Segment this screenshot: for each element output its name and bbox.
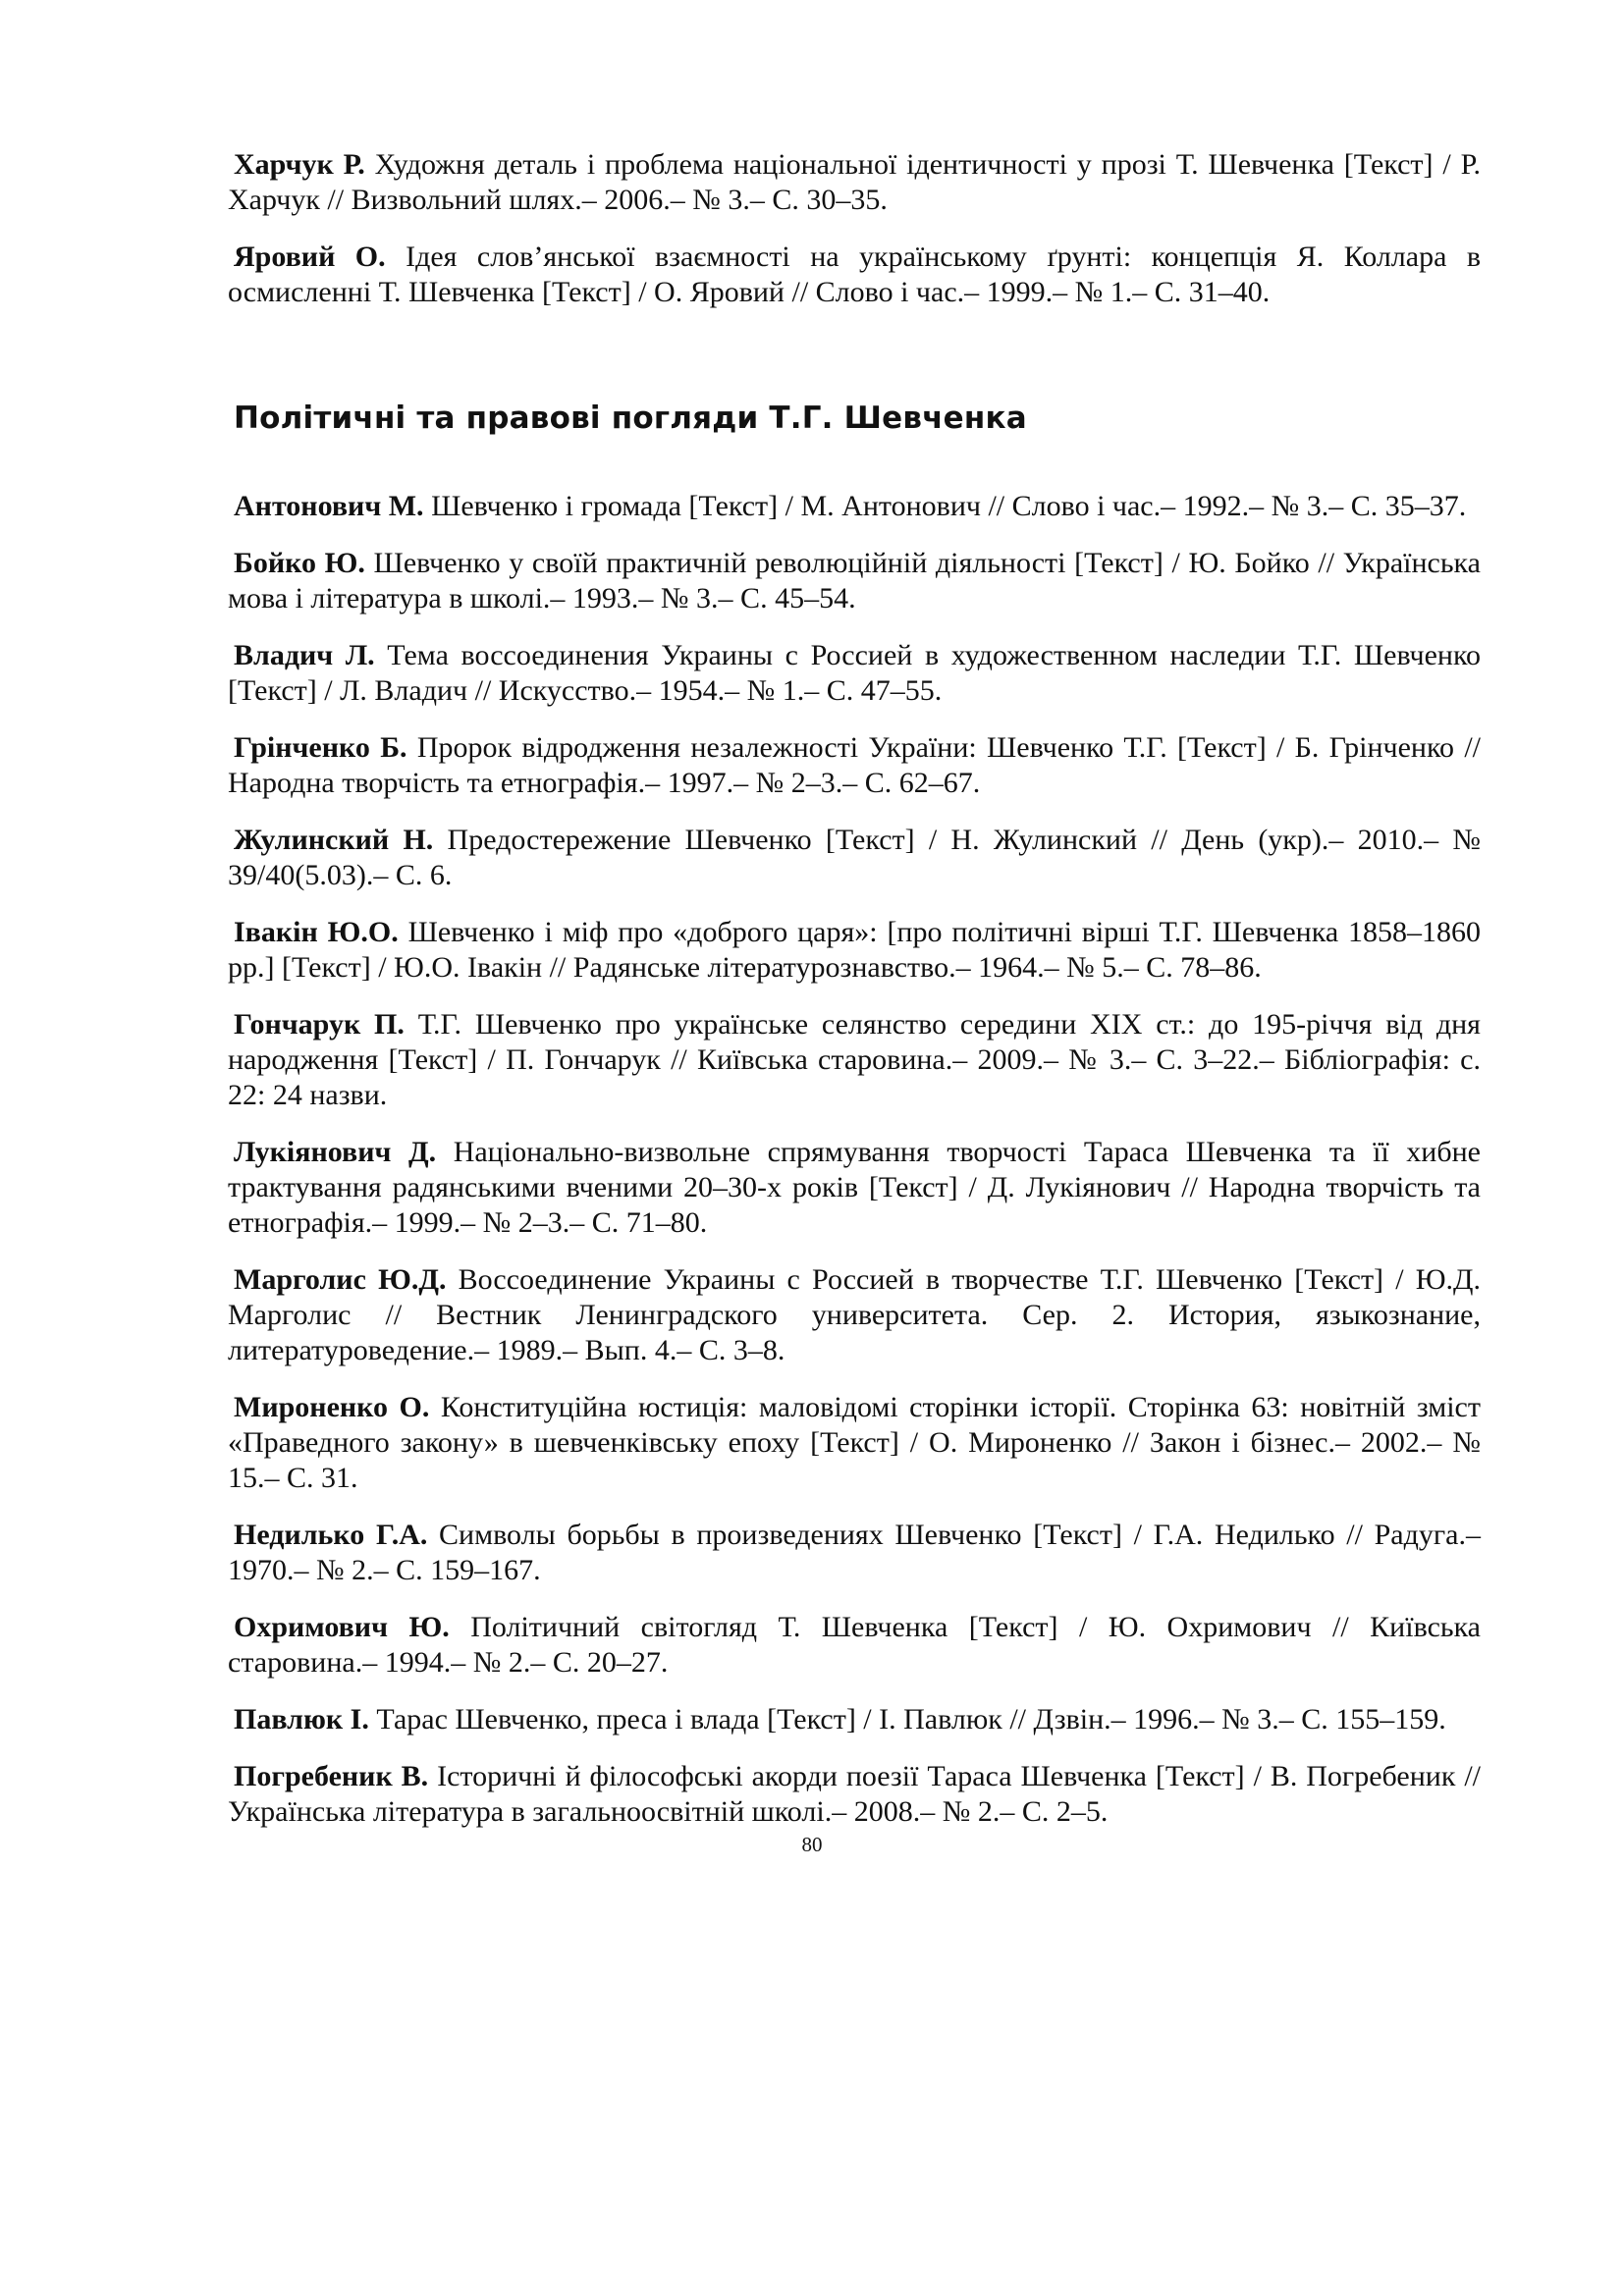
entry-author: Павлюк І. (234, 1703, 369, 1735)
entry-author: Лукіянович Д. (234, 1136, 437, 1168)
entry-text: Художня деталь і проблема національної ідентичності у прозі Т. Шевченка [Текст] / Р. Харчук // Визвольний шлях.– 2006.– № 3.– С. 30–35. (228, 148, 1481, 216)
bibliography-entry (228, 915, 1481, 986)
bibliography-entry (228, 1759, 1481, 1830)
entry-text: Ідея слов’янської взаємності на українському ґрунті: концепція Я. Коллара в осмисленні Т. Шевченка [Текст] / О. Яровий // Слово і час.– 1999.– № 1.– С. 31–40. (228, 240, 1481, 308)
entry-text: Тема воссоединения Украины с Россией в художественном наследии Т.Г. Шевченко [Текст] / Л. Владич // Искусство.– 1954.– № 1.– С. 47–55. (228, 639, 1481, 707)
entry-author: Недилько Г.А. (234, 1519, 428, 1551)
entry-author: Антонович М. (234, 490, 424, 522)
bibliography-entry (228, 1518, 1481, 1588)
bibliography-entry (228, 1610, 1481, 1681)
page-number: 80 (801, 1833, 823, 1856)
entry-text: Конституційна юстиція: маловідомі сторінки історії. Сторінка 63: новітній зміст «Праведного закону» в шевченківську епоху [Текст] / О. Мироненко // Закон і бізнес.– 2002.– № 15.– С. 31. (228, 1391, 1481, 1494)
entry-text: Шевченко і міф про «доброго царя»: [про політичні вірші Т.Г. Шевченка 1858–1860 рр.] [Текст] / Ю.О. Івакін // Радянське літературознавство.– 1964.– № 5.– С. 78–86. (228, 916, 1481, 984)
section-heading: Політичні та правові погляди Т.Г. Шевченка (234, 400, 1027, 436)
entry-text: Шевченко і громада [Текст] / М. Антонович // Слово і час.– 1992.– № 3.– С. 35–37. (423, 490, 1467, 522)
bibliography-entry (228, 240, 1481, 310)
entry-text: Історичні й філософські акорди поезії Тараса Шевченка [Текст] / В. Погребеник // Українська література в загальноосвітній школі.– 2008.– № 2.– С. 2–5. (228, 1760, 1481, 1828)
bibliography-entry (228, 1262, 1481, 1368)
entry-author: Владич Л. (234, 639, 375, 671)
entry-text: Шевченко у своїй практичній революційній діяльності [Текст] / Ю. Бойко // Українська мова і література в школі.– 1993.– № 3.– С. 45–54. (228, 547, 1481, 614)
entry-author: Гончарук П. (234, 1008, 405, 1041)
entry-author: Марголис Ю.Д. (234, 1263, 447, 1296)
entry-author: Мироненко О. (234, 1391, 430, 1423)
entry-text: Воссоединение Украины с Россией в творчестве Т.Г. Шевченко [Текст] / Ю.Д. Марголис // Вестник Ленинградского университета. Сер. 2. История, языкознание, литературоведение.– 1989.– Вып. 4.– С. 3–8. (228, 1263, 1481, 1366)
entry-author: Харчук Р. (234, 148, 365, 181)
entry-text: Пророк відродження незалежності України: Шевченко Т.Г. [Текст] / Б. Грінченко // Народна творчість та етнографія.– 1997.– № 2–3.– С. 62–67. (228, 731, 1481, 799)
entry-author: Жулинский Н. (234, 824, 434, 856)
bibliography-entry (228, 1702, 1481, 1737)
bibliography-entry (228, 489, 1481, 524)
entry-text: Предостережение Шевченко [Текст] / Н. Жулинский // День (укр).– 2010.– № 39/40(5.03).– С. 6. (228, 824, 1481, 891)
entry-text: Символы борьбы в произведениях Шевченко [Текст] / Г.А. Недилько // Радуга.– 1970.– № 2.– С. 159–167. (228, 1519, 1481, 1586)
bibliography-entry (228, 823, 1481, 893)
entry-author: Охримович Ю. (234, 1611, 450, 1643)
bibliography-entry (228, 546, 1481, 616)
entry-text: Тарас Шевченко, преса і влада [Текст] / І. Павлюк // Дзвін.– 1996.– № 3.– С. 155–159. (368, 1703, 1446, 1735)
bibliography-entry (228, 1007, 1481, 1113)
bibliography-entry (228, 1390, 1481, 1496)
entry-author: Івакін Ю.О. (234, 916, 399, 948)
bibliography-column (228, 147, 1481, 1851)
bibliography-entry (228, 730, 1481, 801)
entry-text: Політичний світогляд Т. Шевченка [Текст] / Ю. Охримович // Київська старовина.– 1994.– № 2.– С. 20–27. (228, 1611, 1481, 1679)
bibliography-entry (228, 1135, 1481, 1241)
entry-author: Погребеник В. (234, 1760, 429, 1792)
entry-text: Т.Г. Шевченко про українське селянство середини XIX ст.: до 195-річчя від дня народження [Текст] / П. Гончарук // Київська старовина.– 2009.– № 3.– С. 3–22.– Бібліографія: с. 22: 24 назви. (228, 1008, 1481, 1111)
entry-author: Грінченко Б. (234, 731, 407, 764)
entry-author: Бойко Ю. (234, 547, 365, 579)
entry-author: Яровий О. (234, 240, 386, 273)
entry-text: Національно-визвольне спрямування творчості Тараса Шевченка та її хибне трактування радянськими вченими 20–30-х років [Текст] / Д. Лукіянович // Народна творчість та етнографія.– 1999.– № 2–3.– С. 71–80. (228, 1136, 1481, 1239)
bibliography-entry (228, 147, 1481, 218)
bibliography-entry (228, 638, 1481, 709)
